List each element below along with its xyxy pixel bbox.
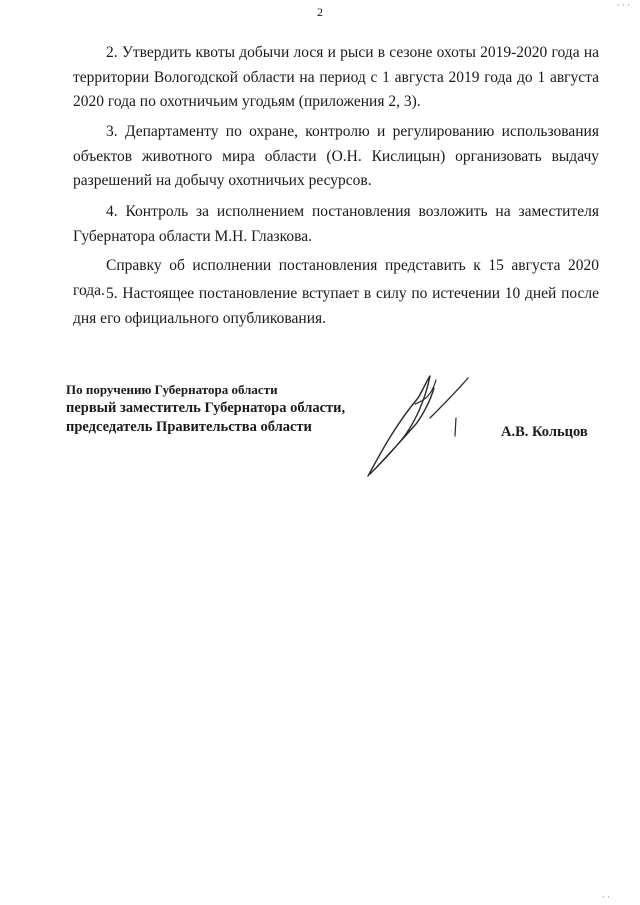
- signature-authority-line: По поручению Губернатора области: [66, 382, 278, 397]
- signature-position-line-1: первый заместитель Губернатора области,: [66, 400, 346, 416]
- paragraph-department-text: 3. Департаменту по охране, контролю и регулированию использования объектов животного мира области (О.Н. Кислицын) организовать выдачу разрешений на добычу охотничьих ресурсов.: [73, 123, 599, 189]
- handwritten-signature: [360, 366, 490, 482]
- corner-mark-top: · · ·: [616, 0, 630, 10]
- paragraph-department: [73, 120, 599, 194]
- signature-position-line-2: председатель Правительства области: [66, 419, 312, 435]
- corner-mark-bottom: · ·: [601, 892, 610, 902]
- paragraph-quotas-text: 2. Утвердить квоты добычи лося и рыси в сезоне охоты 2019-2020 года на территории Вологодской области на период с 1 августа 2019 года до 1 августа 2020 года по охотничьим угодьям (приложения 2, 3).: [73, 44, 599, 110]
- paragraph-report-text: Справку об исполнении постановления представить к 15 августа 2020 года.: [73, 257, 599, 299]
- paragraph-effective-text: 5. Настоящее постановление вступает в силу по истечении 10 дней после дня его официального опубликования.: [73, 285, 599, 327]
- paragraph-quotas: [73, 41, 599, 115]
- signer-name: А.В. Кольцов: [501, 424, 588, 440]
- paragraph-control-text: 4. Контроль за исполнением постановления возложить на заместителя Губернатора области М.Н. Глазкова.: [73, 203, 599, 245]
- paragraph-effective: [73, 282, 599, 331]
- signature-block: [66, 381, 386, 437]
- paragraph-control: [73, 200, 599, 249]
- page-number: 2: [317, 5, 323, 19]
